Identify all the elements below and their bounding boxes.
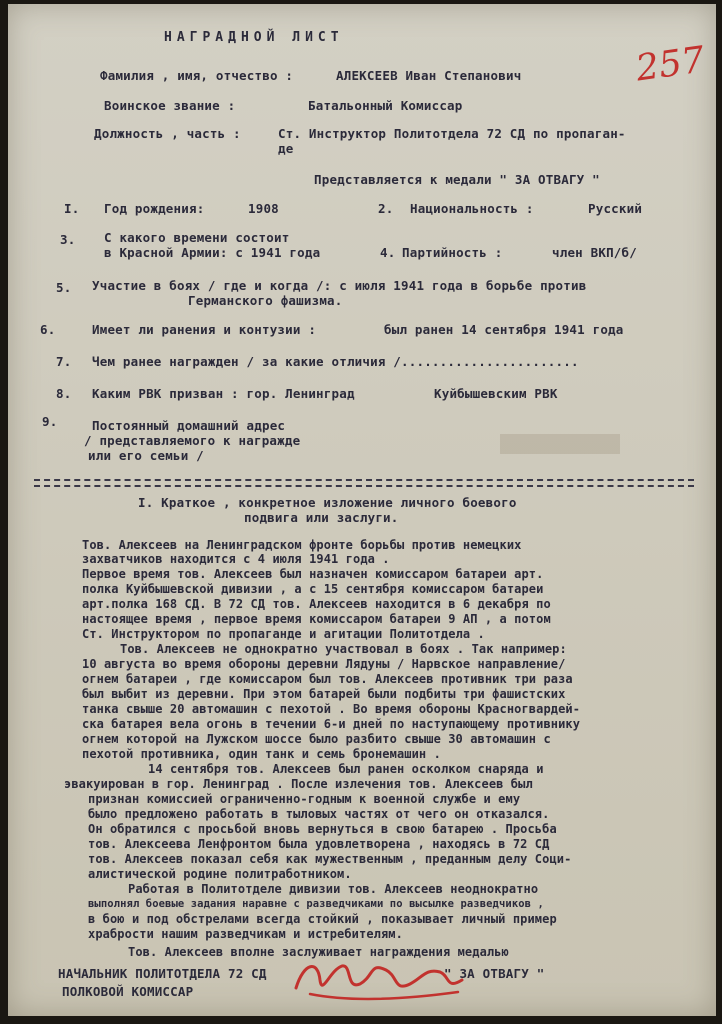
award-name: " ЗА ОТВАГУ " (444, 966, 545, 981)
item-7-label: Чем ранее награжден / за какие отличия /....................... (92, 354, 579, 369)
item-8-label: Каким РВК призван : гор. Ленинград (92, 386, 355, 401)
handwritten-number: 257 (633, 39, 708, 90)
item-1-number: I. (64, 201, 80, 216)
signer-title-1: НАЧАЛЬНИК ПОЛИТОТДЕЛА 72 СД (58, 966, 267, 981)
section-heading-2: подвига или заслуги. (244, 510, 399, 525)
item-1-value: 1908 (248, 201, 279, 216)
item-5-number: 5. (56, 280, 72, 295)
narrative-line: Тов. Алексеев не однократно участвовал в боях . Так например: (120, 642, 567, 656)
position-value-2: де (278, 141, 294, 156)
item-6-value: был ранен 14 сентября 1941 года (384, 322, 624, 337)
narrative-line: полка Куйбышевской дивизии , а с 15 сентября комиссаром батареи (82, 582, 544, 596)
item-1-label: Год рождения: (104, 201, 205, 216)
narrative-line: пехотой противника, один танк и семь бронемашин . (82, 747, 441, 761)
item-4-value: член ВКП/б/ (552, 245, 637, 260)
item-9-label-2: / представляемого к награжде (84, 433, 301, 448)
item-2-value: Русский (588, 201, 643, 216)
item-8-value: Куйбышевским РВК (434, 386, 558, 401)
item-3-label-1: С какого времени состоит (104, 230, 290, 245)
narrative-line: огнем батареи , где комиссаром был тов. Алексеев противник три раза (82, 672, 573, 686)
narrative-line: настоящее время , первое время комиссаром батареи 9 АП , а потом (82, 612, 551, 626)
narrative-line: выполнял боевые задания наравне с разведчиками по высылке разведчиков , (88, 898, 544, 910)
section-heading-1: I. Краткое , конкретное изложение личного боевого (138, 495, 517, 510)
narrative-line: арт.полка 168 СД. В 72 СД тов. Алексеев находится в 6 декабря по (82, 597, 551, 611)
narrative-line: тов. Алексеев показал себя как мужественным , преданным делу Соци- (88, 852, 572, 866)
narrative-line: 10 августа во время обороны деревни Лядуны / Нарвское направление/ (82, 657, 566, 671)
narrative-line: Первое время тов. Алексеев был назначен комиссаром батареи арт. (82, 567, 544, 581)
narrative-line: Тов. Алексеев на Ленинградском фронте борьбы против немецких (82, 538, 522, 552)
narrative-line: был выбит из деревни. При этом батарей были подбиты три фашистских (82, 687, 566, 701)
item-4-label: Партийность : (402, 245, 503, 260)
item-3-number: 3. (60, 232, 76, 247)
award-line: Представляется к медали " ЗА ОТВАГУ " (314, 172, 600, 187)
item-5-label-2: Германского фашизма. (188, 293, 343, 308)
narrative-line: эвакуирован в гор. Ленинград . После излечения тов. Алексеев был (64, 777, 533, 791)
narrative-line: было предложено работать в тыловых частях от чего он отказался. (88, 807, 550, 821)
item-2-number: 2. (378, 201, 394, 216)
narrative-line: Тов. Алексеев вполне заслуживает награждения медалью (128, 945, 509, 959)
item-6-label: Имеет ли ранения и контузии : (92, 322, 317, 337)
signer-title-2: ПОЛКОВОЙ КОМИССАР (62, 984, 194, 999)
name-label: Фамилия , имя, отчество : (100, 68, 294, 83)
item-5-label-1: Участие в боях / где и когда /: с июля 1941 года в борьбе против (92, 278, 587, 293)
item-4-number: 4. (380, 245, 396, 260)
narrative-line: алистической родине политработником. (88, 867, 352, 881)
narrative-line: тов. Алексеева Ленфронтом была удовлетворена , находясь в 72 СД (88, 837, 550, 851)
award-sheet (8, 4, 716, 1016)
narrative-line: ска батарея вела огонь в течении 6-и дней по наступающему противнику (82, 717, 581, 731)
rank-label: Воинское звание : (104, 98, 236, 113)
document-title: НАГРАДНОЙ ЛИСТ (164, 30, 344, 45)
name-value: АЛЕКСЕЕВ Иван Степанович (336, 68, 522, 83)
position-value-1: Ст. Инструктор Политотдела 72 СД по пропаган- (278, 126, 626, 141)
narrative-line: признан комиссией ограниченно-годным к военной службе и ему (88, 792, 521, 806)
narrative-line: в бою и под обстрелами всегда стойкий , показывает личный пример (88, 912, 557, 926)
narrative-line: танка свыше 20 автомашин с пехотой . Во время обороны Красногвардей- (82, 702, 581, 716)
item-7-number: 7. (56, 354, 72, 369)
faded-stamp (500, 434, 620, 454)
narrative-line: Работая в Политотделе дивизии тов. Алексеев неоднократно (128, 882, 539, 896)
narrative-line: захватчиков находится с 4 июля 1941 года . (82, 552, 390, 566)
narrative-line: огнем которой на Лужском шоссе было разбито свыше 30 автомашин с (82, 732, 551, 746)
item-9-label-1: Постоянный домашний адрес (92, 418, 286, 433)
item-8-number: 8. (56, 386, 72, 401)
divider-bottom (34, 485, 694, 487)
item-2-label: Национальность : (410, 201, 534, 216)
item-6-number: 6. (40, 322, 56, 337)
item-9-label-3: или его семьи / (88, 448, 204, 463)
position-label: Должность , часть : (94, 126, 241, 141)
narrative-line: Ст. Инструктором по пропаганде и агитации Политотдела . (82, 627, 485, 641)
narrative-line: Он обратился с просьбой вновь вернуться в свою батарею . Просьба (88, 822, 557, 836)
narrative-line: 14 сентября тов. Алексеев был ранен осколком снаряда и (148, 762, 544, 776)
item-9-number: 9. (42, 414, 58, 429)
item-3-label-2: в Красной Армии: с 1941 года (104, 245, 321, 260)
divider-top (34, 479, 694, 481)
narrative-line: храбрости нашим разведчикам и истребителям. (88, 927, 403, 941)
rank-value: Батальонный Комиссар (308, 98, 463, 113)
